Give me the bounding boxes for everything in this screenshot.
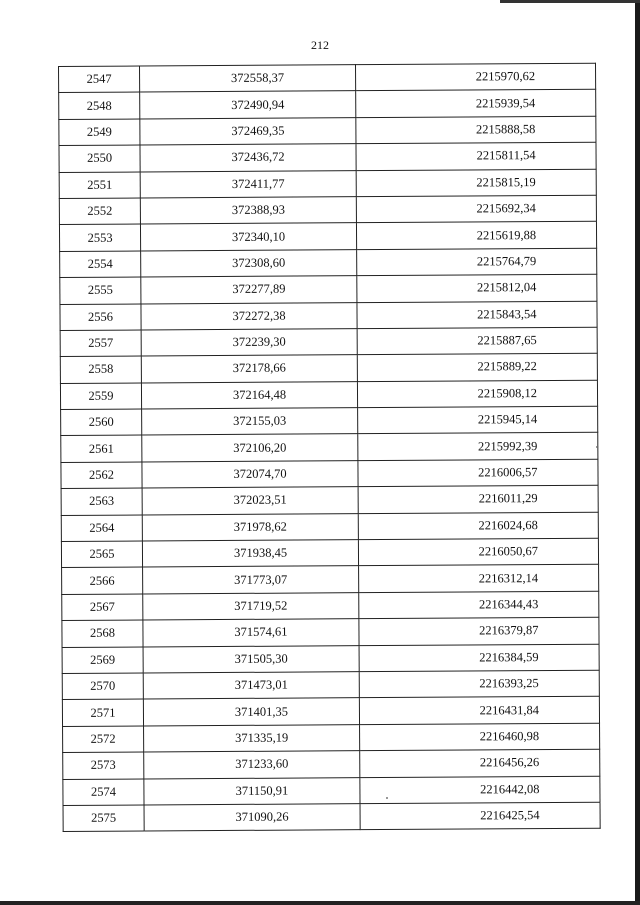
x-coordinate-cell: 372340,10 bbox=[140, 223, 356, 251]
table-row bbox=[60, 274, 597, 304]
table-row bbox=[60, 354, 597, 384]
point-number-cell: 2550 bbox=[59, 145, 140, 172]
y-coordinate-cell: 2215888,58 bbox=[356, 116, 596, 144]
x-coordinate-cell: 371335,19 bbox=[144, 724, 360, 752]
point-number-cell: 2565 bbox=[61, 541, 142, 568]
table-row bbox=[59, 142, 596, 172]
scan-border-bottom bbox=[0, 901, 640, 905]
y-coordinate-cell: 2216425,54 bbox=[360, 802, 600, 830]
x-coordinate-cell: 371505,30 bbox=[143, 645, 359, 673]
point-number-cell: 2555 bbox=[60, 277, 141, 304]
x-coordinate-cell: 371090,26 bbox=[144, 804, 360, 832]
y-coordinate-cell: 2215812,04 bbox=[357, 274, 597, 302]
y-coordinate-cell: 2216344,43 bbox=[359, 591, 599, 619]
y-coordinate-cell: 2216050,67 bbox=[358, 538, 598, 566]
y-coordinate-cell: 2215887,65 bbox=[357, 327, 597, 355]
x-coordinate-cell: 371401,35 bbox=[143, 698, 359, 726]
x-coordinate-cell: 372558,37 bbox=[140, 65, 356, 93]
table-row bbox=[59, 63, 596, 93]
point-number-cell: 2554 bbox=[60, 251, 141, 278]
y-coordinate-cell: 2216006,57 bbox=[358, 459, 598, 487]
y-coordinate-cell: 2215992,39 bbox=[358, 433, 598, 461]
y-coordinate-cell: 2216431,84 bbox=[359, 697, 599, 725]
x-coordinate-cell: 371773,07 bbox=[143, 566, 359, 594]
point-number-cell: 2553 bbox=[59, 224, 140, 251]
table-row bbox=[60, 248, 597, 278]
x-coordinate-cell: 372178,66 bbox=[141, 355, 357, 383]
x-coordinate-cell: 372469,35 bbox=[140, 117, 356, 145]
table-row bbox=[59, 169, 596, 199]
page-number: 212 bbox=[311, 38, 329, 52]
x-coordinate-cell: 371978,62 bbox=[142, 513, 358, 541]
y-coordinate-cell: 2216384,59 bbox=[359, 644, 599, 672]
table-row bbox=[61, 512, 598, 542]
table-row bbox=[59, 222, 596, 252]
table-row bbox=[63, 723, 600, 753]
table-row bbox=[62, 697, 599, 727]
point-number-cell: 2569 bbox=[62, 647, 143, 674]
x-coordinate-cell: 371938,45 bbox=[142, 540, 358, 568]
table-row bbox=[60, 380, 597, 410]
point-number-cell: 2557 bbox=[60, 330, 141, 357]
y-coordinate-cell: 2215939,54 bbox=[356, 90, 596, 118]
table-row bbox=[62, 565, 599, 595]
x-coordinate-cell: 371719,52 bbox=[143, 592, 359, 620]
y-coordinate-cell: 2216456,26 bbox=[360, 749, 600, 777]
scan-border-right bbox=[635, 0, 640, 905]
y-coordinate-cell: 2216460,98 bbox=[360, 723, 600, 751]
y-coordinate-cell: 2216442,08 bbox=[360, 776, 600, 804]
table-row bbox=[59, 90, 596, 120]
point-number-cell: 2548 bbox=[59, 92, 140, 119]
x-coordinate-cell: 372239,30 bbox=[141, 329, 357, 357]
table-row bbox=[59, 195, 596, 225]
x-coordinate-cell: 372106,20 bbox=[142, 434, 358, 462]
y-coordinate-cell: 2215692,34 bbox=[356, 195, 596, 223]
scan-speck bbox=[386, 797, 388, 799]
table-row bbox=[60, 327, 597, 357]
point-number-cell: 2547 bbox=[59, 66, 140, 93]
x-coordinate-cell: 372490,94 bbox=[140, 91, 356, 119]
x-coordinate-cell: 372023,51 bbox=[142, 487, 358, 515]
table-row bbox=[61, 406, 598, 436]
table-row bbox=[61, 459, 598, 489]
x-coordinate-cell: 372388,93 bbox=[140, 197, 356, 225]
point-number-cell: 2571 bbox=[62, 699, 143, 726]
point-number-cell: 2552 bbox=[59, 198, 140, 225]
coordinates-table-wrapper bbox=[58, 63, 601, 833]
y-coordinate-cell: 2215764,79 bbox=[357, 248, 597, 276]
y-coordinate-cell: 2216379,87 bbox=[359, 617, 599, 645]
point-number-cell: 2568 bbox=[62, 620, 143, 647]
x-coordinate-cell: 372155,03 bbox=[142, 408, 358, 436]
point-number-cell: 2570 bbox=[62, 673, 143, 700]
y-coordinate-cell: 2216393,25 bbox=[359, 670, 599, 698]
point-number-cell: 2559 bbox=[60, 383, 141, 410]
table-row bbox=[62, 617, 599, 647]
x-coordinate-cell: 372308,60 bbox=[141, 249, 357, 277]
x-coordinate-cell: 371574,61 bbox=[143, 619, 359, 647]
point-number-cell: 2549 bbox=[59, 119, 140, 146]
x-coordinate-cell: 371150,91 bbox=[144, 777, 360, 805]
y-coordinate-cell: 2216312,14 bbox=[359, 565, 599, 593]
table-row bbox=[61, 538, 598, 568]
table-row bbox=[61, 433, 598, 463]
point-number-cell: 2551 bbox=[59, 172, 140, 199]
point-number-cell: 2575 bbox=[63, 805, 144, 832]
x-coordinate-cell: 372164,48 bbox=[141, 381, 357, 409]
y-coordinate-cell: 2216011,29 bbox=[358, 485, 598, 513]
table-row bbox=[62, 644, 599, 674]
x-coordinate-cell: 372411,77 bbox=[140, 170, 356, 198]
table-row bbox=[63, 749, 600, 779]
point-number-cell: 2558 bbox=[60, 356, 141, 383]
x-coordinate-cell: 372436,72 bbox=[140, 144, 356, 172]
table-row bbox=[60, 301, 597, 331]
table-row bbox=[61, 485, 598, 515]
x-coordinate-cell: 372277,89 bbox=[141, 276, 357, 304]
y-coordinate-cell: 2215945,14 bbox=[358, 406, 598, 434]
table-row bbox=[59, 116, 596, 146]
x-coordinate-cell: 371473,01 bbox=[143, 672, 359, 700]
y-coordinate-cell: 2215970,62 bbox=[355, 63, 595, 91]
table-row bbox=[63, 776, 600, 806]
scan-speck bbox=[596, 446, 598, 448]
table-row bbox=[62, 670, 599, 700]
point-number-cell: 2566 bbox=[62, 567, 143, 594]
y-coordinate-cell: 2215619,88 bbox=[356, 222, 596, 250]
x-coordinate-cell: 371233,60 bbox=[144, 751, 360, 779]
y-coordinate-cell: 2215908,12 bbox=[357, 380, 597, 408]
point-number-cell: 2572 bbox=[63, 726, 144, 753]
point-number-cell: 2573 bbox=[63, 752, 144, 779]
scan-border-top bbox=[500, 0, 640, 3]
point-number-cell: 2567 bbox=[62, 594, 143, 621]
table-row bbox=[62, 591, 599, 621]
table-row bbox=[63, 802, 600, 832]
point-number-cell: 2561 bbox=[61, 435, 142, 462]
y-coordinate-cell: 2215811,54 bbox=[356, 142, 596, 170]
point-number-cell: 2556 bbox=[60, 304, 141, 331]
y-coordinate-cell: 2215815,19 bbox=[356, 169, 596, 197]
point-number-cell: 2560 bbox=[61, 409, 142, 436]
point-number-cell: 2564 bbox=[61, 515, 142, 542]
point-number-cell: 2563 bbox=[61, 488, 142, 515]
y-coordinate-cell: 2215889,22 bbox=[357, 354, 597, 382]
coordinates-table bbox=[58, 63, 601, 833]
point-number-cell: 2574 bbox=[63, 779, 144, 806]
x-coordinate-cell: 372272,38 bbox=[141, 302, 357, 330]
point-number-cell: 2562 bbox=[61, 462, 142, 489]
y-coordinate-cell: 2215843,54 bbox=[357, 301, 597, 329]
y-coordinate-cell: 2216024,68 bbox=[358, 512, 598, 540]
coordinates-table-body bbox=[59, 63, 601, 832]
x-coordinate-cell: 372074,70 bbox=[142, 461, 358, 489]
